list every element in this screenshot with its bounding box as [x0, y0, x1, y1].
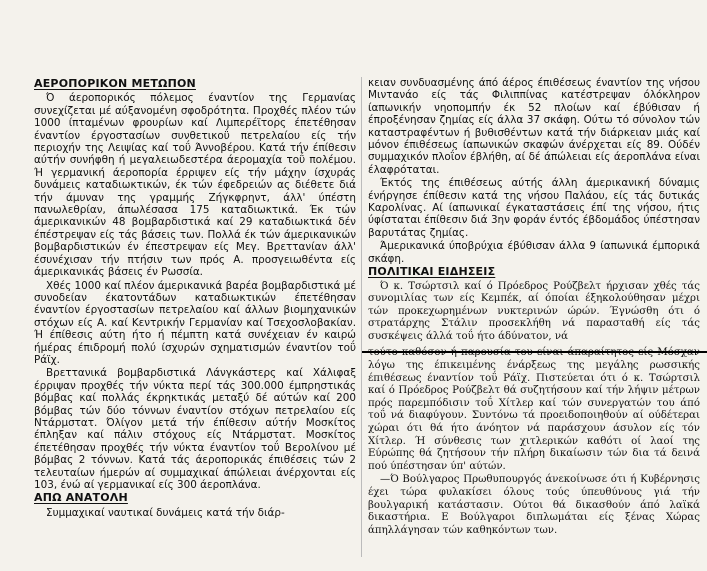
heading-air-front: ΑΕΡΟΠΟΡΙΚΟΝ ΜΕΤΩΠΟΝ — [34, 77, 196, 90]
left-column — [34, 77, 356, 519]
right-bottom-block — [368, 281, 700, 538]
right-top-block — [368, 77, 700, 265]
column-rule — [361, 77, 362, 557]
left-paragraph: Βρεττανικά βομβαρδιστικά Λάνγκάστερς καί Χάλιφαξ έρριψαν προχθές τήν νύκτα περί τάς 300.000 έμπρηστικάς βόμβας καί πολλάς έκρηκτικάς μεταξύ δέ αύτών καί 200 βόμβας τών δύο τόννων έναντίον στόχων πετρελαίου είς Ντάρμστατ. Όλίγον μετά τήν έπίθεσιν αύτήν Μοσκίτος έπληξαν καί πάλιν στόχους είς Ντάρμστατ. Μοσκίτος έπετέθησαν προχθές τήν νύκτα έναντίον τοΰ Βερολίνου μέ βόμβας 2 τόννων. Κατά τάς άεροπορικάς έπιθέσεις τών 2 τελευταίων ήμερών αί συμμαχικαί άπώλειαι άνέρχονται είς 103, ένώ αί γερμανικαί είς 300 άεροπλάνα. — [34, 367, 356, 491]
cut-line — [362, 351, 707, 353]
left-paragraph: Ό άεροπορικός πόλεμος έναντίον της Γερμανίας συνεχίζεται μέ αύξανομένη σφοδρότητα. Προχθές πλέον τών 1000 ίπταμένων φρουρίων καί Λιμπερέϊτορς έπετέθησαν έναντίον έργοστασίων συνθετικοΰ πετρελαίου είς τήν περιοχήν της Λειψίας καί τοΰ Άννοβέρου. Κατά τήν έπίθεσιν αύτήν συνήφθη ή μεγαλειωδεστέρα άερομαχία τοΰ πολέμου. Ή γερμανική άεροπορία έρριψεν είς τήν μάχην ίσχυράς δυνάμεις καταδιωκτικών, έκ τών έφεδρειών ας διέθετε διά τήν άμυναν της γραμμής Ζήγκφρηντ, άλλ' ύπέστη πανωλεθρίαν, άπωλέσασα 175 καταδιωκτικά. Έκ τών άμερικανικών 48 βομβαρδιστικά καί 29 καταδιωκτικά δέν έπέστρεψαν είς τάς βάσεις των. Πολλά έκ τών άμερικανικών βομβαρδιστικών έν έπεστρεψαν είς Μεγ. Βρεττανίαν άλλ' έσυνέχισαν τήν πτήσιν των πρός Α. προσγειωθέντα είς άμερικανικάς βάσεις έν Ρωσσία. — [34, 92, 356, 279]
right-paragraph: Έκτός της έπιθέσεως αύτής άλλη άμερικανική δύναμις ένήργησε έπίθεσιν κατά της νήσου Παλάου, είς τάς δυτικάς Καρολίνας. Αί ίαπωνικαί έγκαταστάσεις έπί της νήσου, ήτις ύφίσταται έπίθεσιν διά 3ην φοράν έντός έβδομάδος ύπέστησαν βαρυτάτας ζημίας. — [368, 177, 700, 239]
right-column — [368, 77, 700, 537]
right-paragraph: Άμερικανικά ύποβρύχια έβύθισαν άλλα 9 ίαπωνικά έμπορικά σκάφη. — [368, 240, 700, 265]
right-paragraph: κειαν συνδυασμένης άπό άέρος έπιθέσεως έναντίον της νήσου Μιντανάο είς τάς Φιλιππίνας κατέστρεψαν όλόκληρον ίαπωνικήν νηοπομπήν έκ 52 πλοίων καί έβύθισαν ή έπροξένησαν ζημίας είς άλλα 37 σκάφη. Ούτω τό σύνολον τών καταστραφέντων ή βυθισθέντων κατά τήν διάρκειαν μιάς καί μόνον έπιθέσεως ίαπωνικών σκαφών άνέρχεται είς 89. Ούδέν συμμαχικόν πλοΐον έβλήθη, αί δέ άπώλειαι είς άεροπλάνα είναι έλαφρόταται. — [368, 77, 700, 176]
left-paragraph: Χθές 1000 καί πλέον άμερικανικά βαρέα βομβαρδιστικά μέ συνοδείαν έκατοντάδων καταδιωκτικών έπετέθησαν έναντίον έργοστασίων πετρελαίου καί άλλων βιομηχανικών στόχων είς Α. καί Κεντρικήν Γερμανίαν καί Τσεχοσλοβακίαν. Ή έπίθεσις αύτη ήτο ή πέμπτη κατά συνέχειαν έν καιρώ ήμέρας έπιδρομή πολύ ίσχυρών σχηματισμών έναντίον τοΰ Ράϊχ. — [34, 279, 356, 366]
left-last-line: Συμμαχικαί ναυτικαί δυνάμεις κατά τήν διάρ- — [46, 506, 285, 519]
right-paragraph: —Ό Βούλγαρος Πρωθυπουργός άνεκοίνωσε ότι ή Κυβέρνησις έχει τώρα φυλακίσει όλους τούς ύπευθύνους γιά τήν βουλγαρική κατάστασιν. Ούτοι θά δικασθούν άπό λαϊκά δικαστήρια. Ε Βούλγαροι διπλωμάται είς ξένας Χώρας άπηλλάγησαν τών καθηκόντων των. — [368, 474, 700, 536]
right-paragraph: Ό κ. Τσώρτσιλ καί ό Πρόεδρος Ρούζβελτ ήρχισαν χθές τάς συνομιλίας των είς Κεμπέκ, αί όποίαι έξηκολούθησαν μέχρι τών προκεχωρημένων νυκτερινών ώρών. Έγνώσθη ότι ό στρατάρχης Στάλιν προσεκλήθη νά παρασταθή είς τάς συσκέψεις άλλά τοΰ ήτο άδύνατον, νά — [368, 280, 700, 342]
right-paragraph: λόγω της έπικειμένης ένάρξεως της μεγάλης ρωσσικής έπιθέσεως έναντίον τοΰ Ράϊχ. Πιστεύεται ότι ό κ. Τσώρτσιλ καί ό Πρόεδρος Ρούζβελτ θά συζητήσουν καί τήν λήψιν μέτρων πρός παρεμπόδισιν τοΰ Χίτλερ καί τών συνεργατών του άπό τοΰ νά διαφύγουν. Συντόνω τά προειδοποιηθούν αί ούδέτεραι χώραι ότι θά ήτο άνόητον νά παράσχουν άσυλον είς τόν Χίτλερ. Ή σύνθεσις των χιτλερικών καθότι οί λαοί της Εύρώπης θά ζητήσουν τήν πλήρη δικαίωσιν τών δια τά δεινά πού ύπέστησαν ύπ' αύτών. — [368, 360, 700, 472]
heading-political-news: ΠΟΛΙΤΙΚΑΙ ΕΙΔΗΣΕΙΣ — [368, 265, 496, 279]
heading-far-east: ΑΠΩ ΑΝΑΤΟΛΗ — [34, 491, 128, 505]
